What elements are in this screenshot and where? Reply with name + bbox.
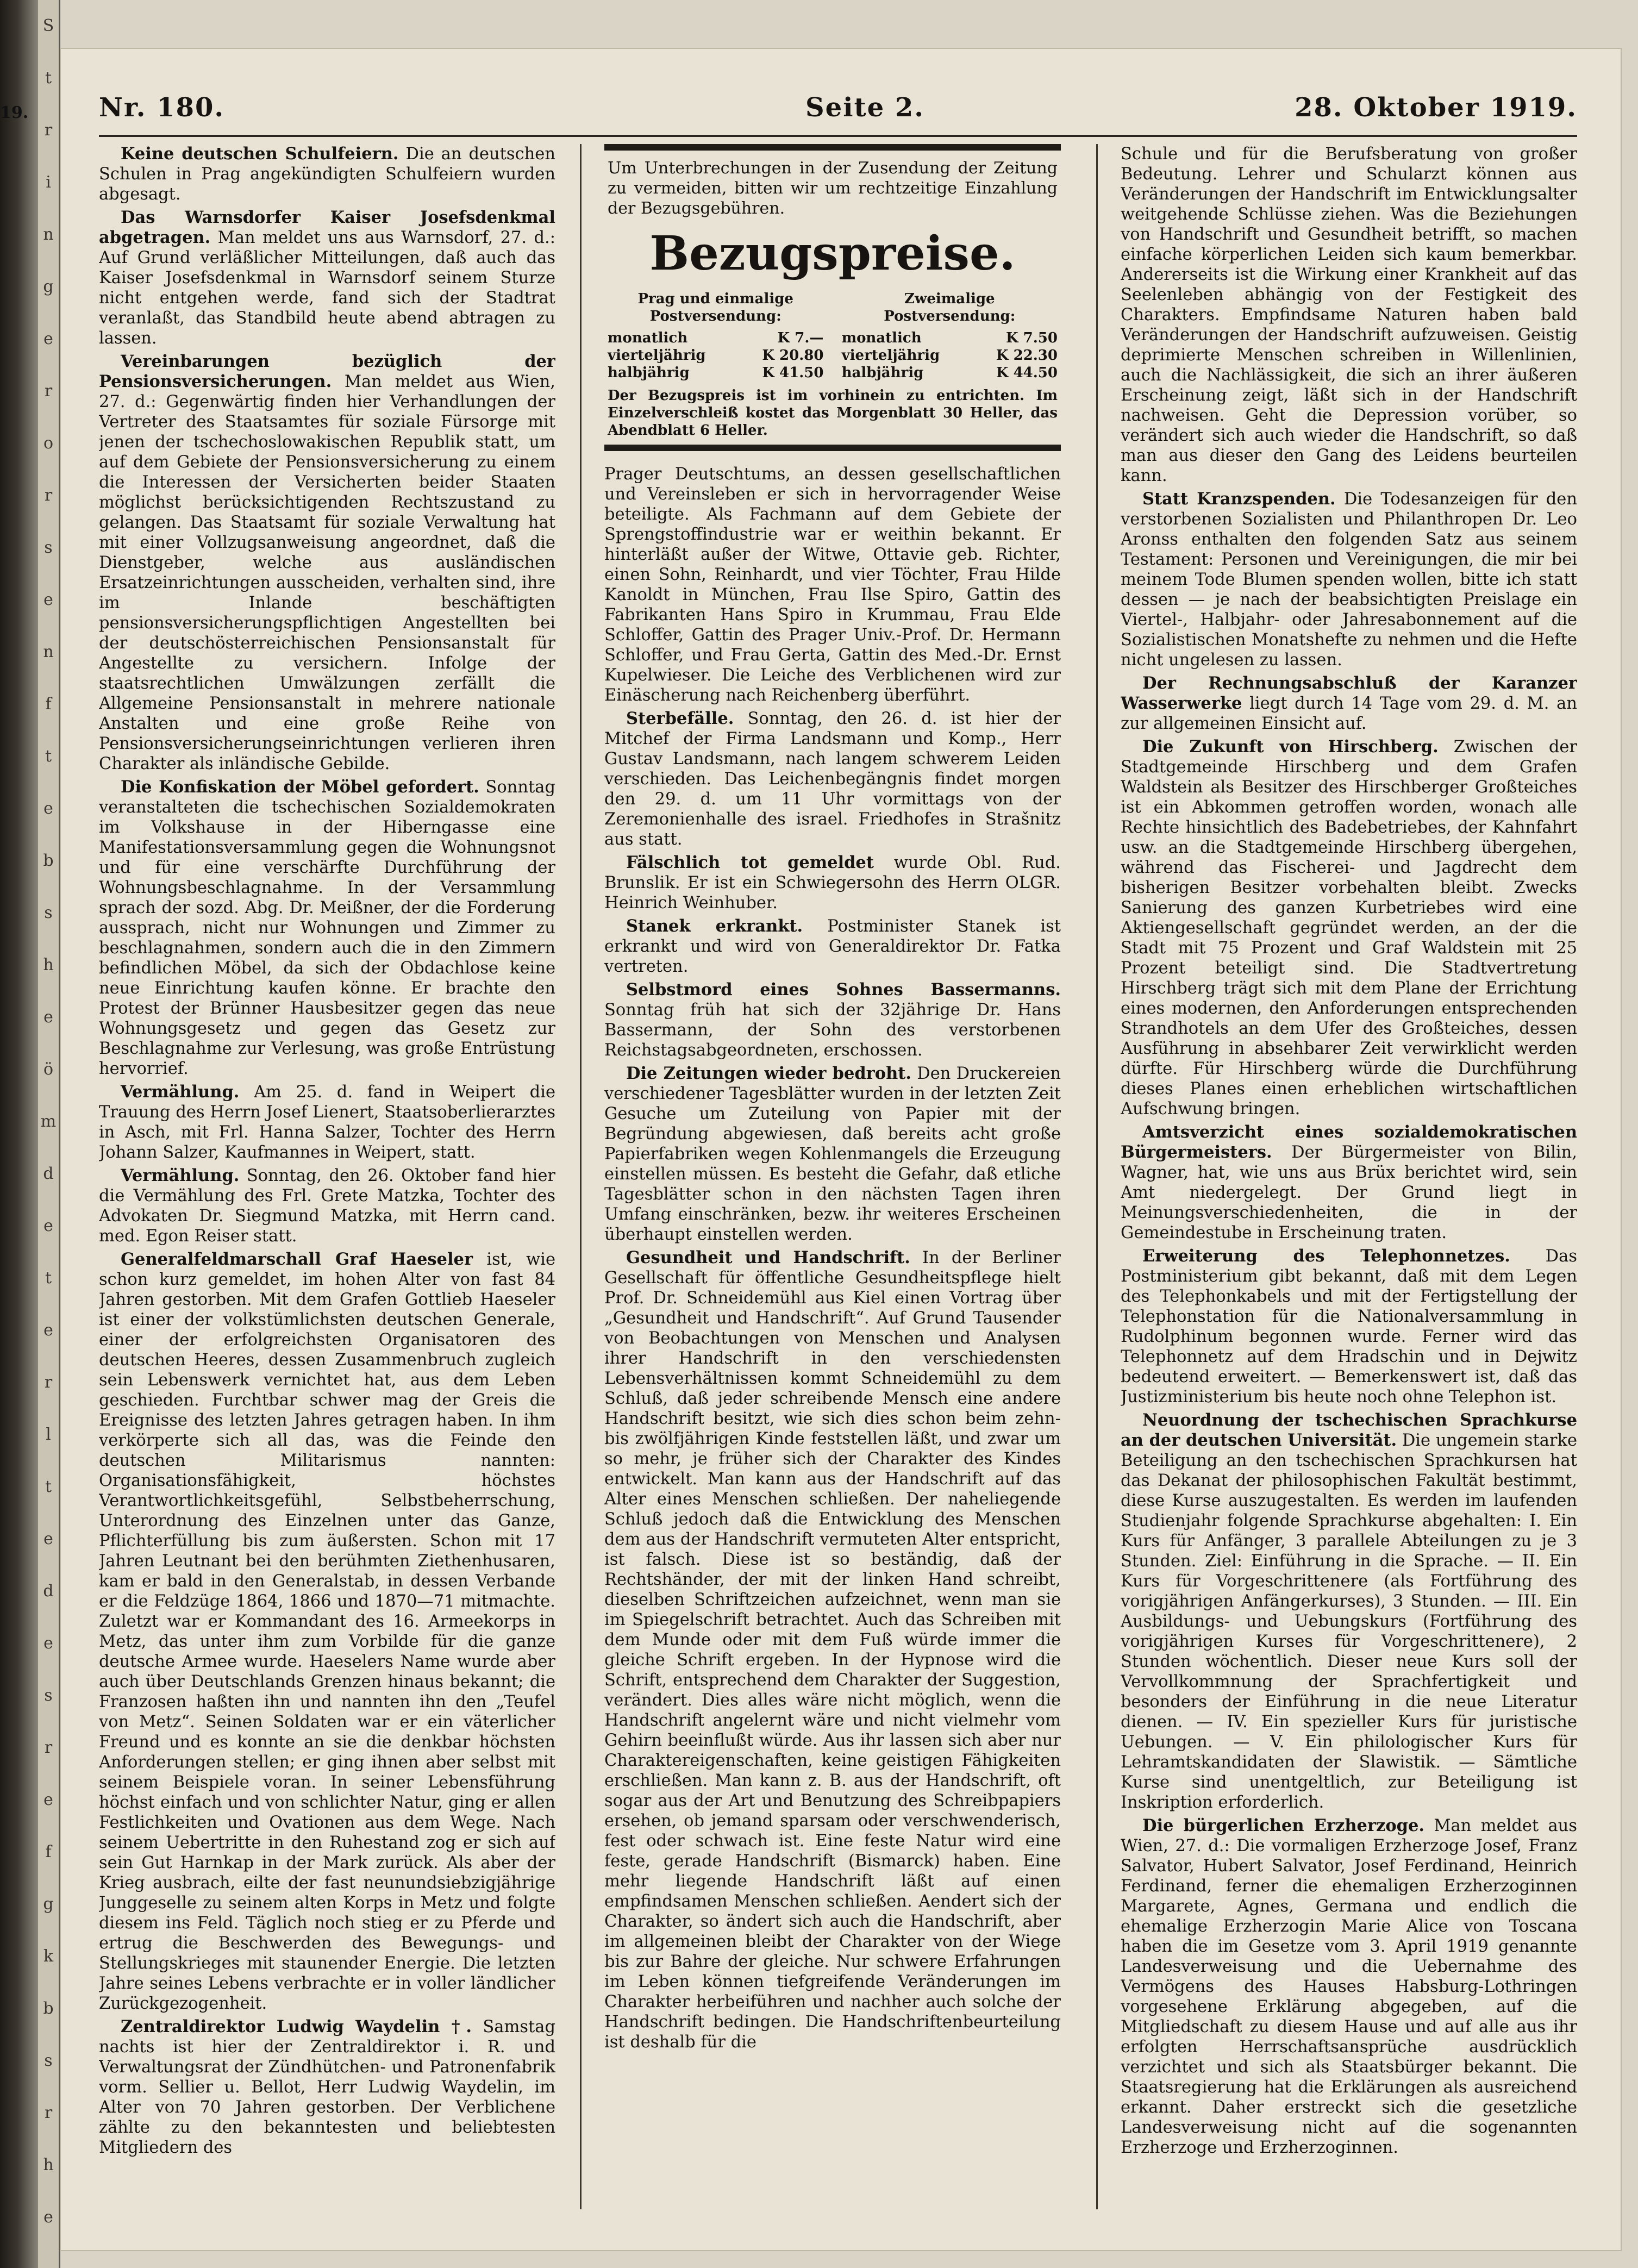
article-paragraph	[1121, 1410, 1577, 1813]
strip-letter: r	[44, 2103, 53, 2122]
article-text: liegt durch 14 Tage vom 29. d. M. an zur allgemeinen Einsicht auf.	[1121, 694, 1577, 733]
article-paragraph	[1121, 1246, 1577, 1407]
strip-letter: t	[45, 747, 52, 766]
strip-letter: ö	[43, 1060, 54, 1079]
strip-letter: g	[43, 277, 54, 296]
article-paragraph	[99, 1249, 555, 2014]
price-period: monatlich	[841, 330, 922, 346]
price-value: K 7.50	[1006, 330, 1058, 346]
strip-letter: e	[43, 1790, 53, 1809]
article-headline: Generalfeldmarschall Graf Haeseler	[121, 1249, 473, 1269]
article-paragraph	[604, 1064, 1061, 1245]
price-table	[608, 290, 1058, 382]
article-paragraph	[99, 208, 555, 348]
article-text: ist, wie schon kurz gemeldet, im hohen Alter von fast 84 Jahren gestorben. Mit dem Grafen Gottlieb Haeseler ist einer der volkstümlichsten deutschen Generale, einer der erfolgreichsten Organisatoren des deutschen Heeres, dessen Zusammenbruch zugleich sein Lebenswerk vernichtet hat, aus dem Leben geschieden. Furchtbar schwer mag der Greis die Ereignisse des letzten Jahres getragen haben. In ihm verkörperte sich all das, was die Feinde den deutschen Militarismus nannten: Organisationsfähigkeit, höchstes Verantwortlichkeitsgefühl, Selbstbeherrschung, Unterordnung des Einzelnen unter das Ganze, Pflichterfüllung bis zum äußersten. Schon mit 17 Jahren Leutnant bei den berühmten Ziethenhusaren, kam er bald in den Generalstab, in dessen Verbande er die Feldzüge 1864, 1866 und 1870—71 mitmachte. Zuletzt war er Kommandant des 16. Armeekorps in Metz, das unter ihm zum Vorbilde für die ganze deutsche Armee wurde. Haeselers Name wurde aber auch über Deutschlands Grenzen hinaus bekannt; die Franzosen haßten ihn und nannten ihn den „Teufel von Metz“. Seinen Soldaten war er ein väterlicher Freund und es konnte an sie die denkbar höchsten Anforderungen stellen; er ging ihnen aber selbst mit seinem Beispiele voran. In seiner Lebensführung höchst einfach und von schlichter Natur, ging er allen Festlichkeiten und Ovationen aus dem Wege. Nach seinem Uebertritte in den Ruhestand zog er sich auf sein Gut Harnkap in der Mark zurück. Als aber der Krieg ausbrach, eilte der fast neunundsiebzigjährige Junggeselle zu seinem alten Korps in Metz und folgte diesem ins Feld. Täglich noch stieg er zu Pferde und ertrug die Beschwerden des Bewegungs- und Stellungskrieges mit staunender Energie. Die letzten Jahre seines Lebens verbrachte er in voller ländlicher Zurückgezogenheit.	[99, 1250, 555, 2013]
price-column-heading: Prag und einmalige Postversendung:	[637, 291, 793, 324]
strip-letter: s	[44, 1686, 53, 1705]
header-rule	[99, 135, 1577, 137]
article-paragraph	[1121, 144, 1577, 486]
price-value: K 7.—	[777, 330, 824, 346]
article-text: Man meldet aus Wien, 27. d.: Die vormaligen Erzherzoge Josef, Franz Salvator, Hubert Salvator, Josef Ferdinand, Heinrich Ferdinand, ferner die ehemaligen Erzherzoginnen Margarete, Agnes, Germana und endlich die ehemalige Erzherzogin Marie Alice von Toscana haben die im Gesetze vom 3. April 1919 genannte Landesverweisung und die Uebernahme des Vermögens des Hauses Habsburg-Lothringen vorgesehene Erklärung abgegeben, auf die Mitgliedschaft zu diesem Hause und auf alle aus ihr erfolgten Herrschaftsansprüche ausdrücklich verzichtet und sich als Staatsbürger bekannt. Die Staatsregierung hat die Erklärungen als ausreichend erkannt. Daher erstreckt sich die gesetzliche Landesverweisung nicht auf die sogenannten Erzherzoge und Erzherzoginnen.	[1121, 1816, 1577, 2157]
strip-letter: b	[43, 851, 54, 870]
strip-letter: i	[46, 173, 51, 192]
strip-letter: f	[45, 1842, 52, 1861]
article-headline: Vermählung.	[121, 1166, 240, 1185]
price-value: K 41.50	[762, 365, 824, 381]
strip-letter: d	[43, 1582, 54, 1601]
subscription-note: Der Bezugspreis ist im vorhinein zu entrichten. Im Einzelverschleiß kostet das Morgenblatt 30 Heller, das Abendblatt 6 Heller.	[608, 388, 1058, 439]
strip-letter: e	[43, 1529, 53, 1548]
strip-letter: e	[43, 1216, 53, 1235]
strip-letter: e	[43, 1634, 53, 1653]
article-text: Man meldet uns aus Warnsdorf, 27. d.: Auf Grund verläßlicher Mitteilungen, daß auch das Kaiser Josefsdenkmal in Warnsdorf seinem Sturze nicht entgehen werde, fand sich der Stadtrat veranlaßt, das Standbild heute abend abtragen zu lassen.	[99, 228, 555, 348]
article-text: In der Berliner Gesellschaft für öffentliche Gesundheitspflege hielt Prof. Dr. Schneidemühl aus Kiel einen Vortrag über „Gesundheit und Handschrift“. Auf Grund Tausender von Beobachtungen von Menschen und Analysen ihrer Handschrift in den verschiedensten Lebensverhältnissen kommt Schneidemühl zu dem Schluß, daß jeder schreibende Mensch eine andere Handschrift besitzt, wie sich dies schon beim zehn- bis zwölfjährigen Kinde feststellen läßt, und zwar um so mehr, je früher sich der Charakter des Kindes entwickelt. Man kann aus der Handschrift auf das Alter eines Menschen schließen. Der naheliegende Schluß jedoch daß die Entwicklung des Menschen dem aus der Handschrift vermuteten Alter entspricht, ist falsch. Diese ist so beständig, daß der Rechtshänder, der mit der linken Hand schreibt, dieselben Schriftzeichen aufzeichnet, wenn man sie im Spiegelschrift betrachtet. Auch das Schreiben mit dem Munde oder mit dem Fuß würde immer die gleiche Schrift ergeben. In der Hypnose wird die Schrift, entsprechend dem Charakter der Suggestion, verändert. Dies alles wäre nicht möglich, wenn die Handschrift angelernt wäre und nicht vielmehr vom Gehirn beeinflußt würde. Aus ihr lassen sich aber nur Charaktereigenschaften, keine geistigen Fähigkeiten erschließen. Man kann z. B. aus der Handschrift, oft sogar aus der Art und Benutzung des Schreibpapiers ersehen, ob jemand sparsam oder verschwenderisch, fest oder schwach ist. Eine feste Natur wird eine feste, gerade Handschrift (Bismarck) haben. Eine mehr liegende Handschrift läßt auf einen empfindsamen Menschen schließen. Aendert sich der Charakter, so ändert sich auch die Handschrift, aber im allgemeinen bleibt der Charakter von der Wiege bis zur Bahre der gleiche. Nur schwere Erfahrungen im Leben können tiefgreifende Veränderungen im Charakter herbeiführen und nachher auch solche der Handschrift bedingen. Die Handschriftenbeurteilung ist deshalb für die	[604, 1248, 1061, 2052]
article-headline: Die Zukunft von Hirschberg.	[1142, 737, 1439, 757]
strip-letter: r	[44, 121, 53, 140]
strip-letter: r	[44, 1373, 53, 1392]
strip-letter: h	[43, 955, 54, 974]
strip-letter: g	[43, 1895, 54, 1914]
article-text: Der Bürgermeister von Bilin, Wagner, hat, wie uns aus Brüx berichtet wird, sein Amt niedergelegt. Der Grund liegt in Meinungsverschiedenheiten, die in der Gemeindestube in Erscheinung traten.	[1121, 1143, 1577, 1242]
issue-date: 28. Oktober 1919.	[1295, 92, 1577, 123]
article-headline: Vermählung.	[121, 1082, 240, 1102]
scan-edge	[0, 0, 38, 2268]
article-text: Prager Deutschtums, an dessen gesellschaftlichen und Vereinsleben er sich in hervorragender Weise beteiligte. Als Fachmann auf dem Gebiete der Sprengstoffindustrie war er weithin bekannt. Er hinterläßt außer der Witwe, Ottavie geb. Richter, einen Sohn, Reinhardt, und vier Töchter, Frau Hilde Kanoldt in München, Frau Ilse Spiro, Gattin des Fabrikanten Hans Spiro in Krummau, Frau Elde Schloffer, Gattin des Prager Univ.-Prof. Dr. Hermann Schloffer, und Frau Gerta, Gattin des Med.-Dr. Ernst Kupelwieser. Die Leiche des Verblichenen wird zur Einäscherung nach Reichenberg überführt.	[604, 465, 1061, 705]
article-headline: Sterbefälle.	[626, 709, 734, 728]
price-column-heading: Zweimalige Postversendung:	[884, 291, 1016, 324]
adjacent-page-strip	[38, 0, 60, 2268]
article-paragraph	[604, 980, 1061, 1060]
price-row	[842, 347, 1058, 364]
article-text: Zwischen der Stadtgemeinde Hirschberg und dem Grafen Waldstein als Besitzer des Hirschberger Großteiches ist ein Abkommen getroffen worden, wonach alle Rechte hinsichtlich des Badebetriebes, der Kahnfahrt usw. an die Stadtgemeinde Hirschberg übergehen, während das Fischerei- und Jagdrecht dem bisherigen Besitzer vorbehalten bleibt. Zwecks Sanierung des ganzen Kurbetriebes wird eine Aktiengesellschaft gegründet werden, an der die Stadt mit 75 Prozent und Graf Waldstein mit 25 Prozent beteiligt sind. Die Stadtvertretung Hirschberg trägt sich mit dem Plane der Errichtung eines modernen, den Anforderungen entsprechenden Strandhotels an dem Ufer des Großteiches, dessen Ausführung in absehbarer Zeit verwirklicht werden dürfte. Für Hirschberg würde die Durchführung dieses Planes einen erheblichen wirtschaftlichen Aufschwung bringen.	[1121, 738, 1577, 1119]
column-rule	[1096, 144, 1098, 2209]
strip-letter: e	[43, 2208, 53, 2227]
subscription-box	[604, 144, 1061, 451]
strip-letter: h	[43, 2155, 54, 2175]
price-column-local	[608, 290, 823, 382]
subscription-intro: Um Unterbrechungen in der Zusendung der Zeitung zu vermeiden, bitten wir um rechtzeitige Einzahlung der Bezugsgebühren.	[608, 159, 1058, 218]
page-header	[99, 87, 1577, 136]
strip-letter: S	[42, 16, 54, 35]
article-headline: Gesundheit und Handschrift.	[626, 1248, 910, 1267]
article-paragraph	[1121, 489, 1577, 670]
column-1	[99, 144, 555, 2209]
article-text: Sonntag veranstalteten die tschechischen Sozialdemokraten im Volkshause in der Hiberngasse eine Manifestationsversammlung gegen die Wohnungsnot und für eine verschärfte Durchführung der Wohnungsbeschlagnahme. In der Versammlung sprach der sozd. Abg. Dr. Meißner, der die Forderung aussprach, nicht nur Wohnungen und Zimmer zu beschlagnahmen, sondern auch die in den Zimmern befindlichen Möbel, da sich der Obdachlose keine neue Einrichtung kaufen könne. Er brachte den Protest der Brünner Hausbesitzer gegen das neue Wohnungsgesetz und gegen das Gesetz zur Beschlagnahme zur Verlesung, was große Entrüstung hervorrief.	[99, 778, 555, 1078]
newspaper-page	[61, 49, 1621, 2250]
strip-letter: l	[46, 1425, 51, 1444]
article-headline: Statt Kranzspenden.	[1142, 489, 1336, 509]
subscription-title: Bezugspreise.	[649, 226, 1016, 281]
price-row	[608, 347, 823, 364]
article-paragraph	[1121, 1816, 1577, 2158]
article-text: Sonntag, den 26. Oktober fand hier die Vermählung des Frl. Grete Matzka, Tochter des Advokaten Dr. Siegmund Matzka, mit Herrn cand. med. Egon Reiser statt.	[99, 1166, 555, 1246]
price-period: vierteljährig	[608, 347, 706, 364]
price-row	[608, 364, 823, 382]
strip-letter: n	[43, 225, 54, 244]
article-headline: Die bürgerlichen Erzherzoge.	[1142, 1816, 1425, 1835]
column-rule	[580, 144, 582, 2209]
price-column-post	[842, 290, 1058, 382]
strip-letter: e	[43, 1321, 53, 1340]
strip-letter: t	[45, 1269, 52, 1288]
article-text: Die ungemein starke Beteiligung an den tschechischen Sprachkursen hat das Dekanat der philosophischen Fakultät bestimmt, diese Kurse auszugestalten. Es werden im laufenden Studienjahr folgende Sprachkurse abgehalten: I. Ein Kurs für Anfänger, 3 parallele Abteilungen zu je 3 Stunden. Ziel: Einführung in die Sprache. — II. Ein Kurs für Vorgeschrittenere (als Fortführung des vorigjährigen Anfängerkurses), 3 Stunden. — III. Ein Ausbildungs- und Uebungskurs (Fortführung des vorigjährigen Kurses für Vorgeschrittenere), 2 Stunden wöchentlich. Dieser neue Kurs soll der Vervollkommnung der Sprachfertigkeit und besonders der Einführung in die neue Literatur dienen. — IV. Ein spezieller Kurs für juristische Uebungen. — V. Ein philologischer Kurs für Lehramtskandidaten der Slawistik. — Sämtliche Kurse sind unentgeltlich, zur Beteiligung ist Inskription erforderlich.	[1121, 1431, 1577, 1812]
price-value: K 44.50	[996, 365, 1058, 381]
article-text: Samstag nachts ist hier der Zentraldirektor i. R. und Verwaltungsrat der Zündhütchen- und Patronenfabrik vorm. Sellier u. Bellot, Herr Ludwig Waydelin, im Alter von 70 Jahren gestorben. Der Verblichene zählte zu den bekanntesten und beliebtesten Mitgliedern des	[99, 2017, 555, 2157]
price-rows	[842, 329, 1058, 382]
column-2-articles	[604, 464, 1061, 2052]
article-text: Am 25. d. fand in Weipert die Trauung des Herrn Josef Lienert, Staatsoberlierarztes in Asch, mit Frl. Hanna Salzer, Tochter des Herrn Johann Salzer, Kaufmannes in Weipert, statt.	[99, 1083, 555, 1162]
article-text: Schule und für die Berufsberatung von großer Bedeutung. Lehrer und Schularzt können aus Veränderungen der Handschrift im Entwicklungsalter weitgehende Schlüsse ziehen. Was die Beziehungen von Handschrift und Gesundheit betrifft, so machen einfache körperlichen Leiden sich kaum bemerkbar. Andererseits ist die Wirkung einer Krankheit auf das Seelenleben abhängig von der Festigkeit des Charakters. Empfindsame Naturen haben bald Veränderungen der Handschrift aufzuweisen. Geistig deprimierte Menschen schreiben in Willenlinien, auch die Nachlässigkeit, die sich an ihrer äußeren Erscheinung zeigt, läßt sich in der Handschrift nachweisen. Geht die Depression vorüber, so verändert sich auch wieder die Handschrift, so daß man aus dieser den Gang des Leidens beurteilen kann.	[1121, 145, 1577, 485]
article-text: Sonntag früh hat sich der 32jährige Dr. Hans Bassermann, der Sohn des verstorbenen Reichstagsabgeordneten, erschossen.	[604, 1001, 1061, 1060]
article-paragraph	[604, 464, 1061, 705]
article-headline: Die Zeitungen wieder bedroht.	[626, 1064, 911, 1083]
price-period: vierteljährig	[841, 347, 940, 364]
price-row	[842, 364, 1058, 382]
article-text: Sonntag, den 26. d. ist hier der Mitchef der Firma Landsmann und Komp., Herr Gustav Landsmann, nach langem schwerem Leiden verschieden. Das Leichenbegängnis findet morgen den 29. d. um 11 Uhr vormittags von der Zeremonienhalle des israel. Friedhofes in Strašnitz aus statt.	[604, 709, 1061, 849]
strip-letter: s	[44, 538, 53, 557]
article-headline: Amtsverzicht eines sozialdemokratischen Bürgermeisters.	[1121, 1122, 1577, 1162]
article-paragraph	[604, 853, 1061, 913]
article-paragraph	[604, 1248, 1061, 2052]
price-rows	[608, 329, 823, 382]
article-paragraph	[99, 2017, 555, 2158]
article-headline: Die Konfiskation der Möbel gefordert.	[121, 777, 479, 797]
issue-number: Nr. 180.	[99, 92, 225, 123]
article-paragraph	[99, 352, 555, 774]
article-paragraph	[99, 144, 555, 204]
article-headline: Zentraldirektor Ludwig Waydelin †.	[121, 2017, 472, 2036]
page-number: Seite 2.	[805, 92, 924, 123]
price-period: monatlich	[608, 330, 688, 346]
strip-letter: k	[43, 1947, 54, 1966]
strip-letter: r	[44, 382, 53, 401]
article-paragraph	[99, 777, 555, 1079]
article-headline: Keine deutschen Schulfeiern.	[121, 144, 399, 164]
strip-letter: r	[44, 1738, 53, 1757]
article-text: Die Todesanzeigen für den verstorbenen Sozialisten und Philanthropen Dr. Leo Aronss enthalten den folgenden Satz aus seinem Testament: Personen und Vereinigungen, die mir bei meinem Tode Blumen spenden wollen, bitte ich statt dessen — je nach der beabsichtigten Preislage ein Viertel-, Halbjahr- oder Jahresabonnement auf die Sozialistischen Monatshefte zu nehmen und die Hefte nicht ungelesen zu lassen.	[1121, 490, 1577, 670]
strip-letter: t	[45, 68, 52, 88]
price-value: K 20.80	[762, 347, 824, 364]
article-paragraph	[1121, 673, 1577, 734]
article-headline: Das Warnsdorfer Kaiser Josefsdenkmal abgetragen.	[99, 208, 555, 247]
article-paragraph	[1121, 737, 1577, 1119]
article-paragraph	[99, 1082, 555, 1163]
article-headline: Fälschlich tot gemeldet	[626, 853, 874, 872]
article-headline: Erweiterung des Telephonnetzes.	[1142, 1246, 1510, 1266]
price-period: halbjährig	[841, 365, 924, 381]
article-text: wurde Obl. Rud. Brunslik. Er ist ein Schwiegersohn des Herrn OLGR. Heinrich Weinhuber.	[604, 853, 1061, 913]
edge-page-number: 19.	[0, 103, 29, 122]
price-value: K 22.30	[996, 347, 1058, 364]
strip-letter: e	[43, 799, 53, 818]
article-headline: Vereinbarungen bezüglich der Pensionsversicherungen.	[99, 352, 555, 391]
strip-letter: r	[44, 486, 53, 505]
strip-letter: s	[44, 2051, 53, 2070]
article-text: Postminister Stanek ist erkrankt und wird von Generaldirektor Dr. Fatka vertreten.	[604, 917, 1061, 976]
article-paragraph	[604, 916, 1061, 977]
article-headline: Neuordnung der tschechischen Sprachkurse an der deutschen Universität.	[1121, 1410, 1577, 1450]
strip-letter: e	[43, 1008, 53, 1027]
strip-letter: d	[43, 1164, 54, 1183]
strip-letter: o	[43, 434, 54, 453]
strip-letter: s	[44, 903, 53, 922]
column-3	[1121, 144, 1577, 2209]
strip-letter: b	[43, 1999, 54, 2018]
article-text: Den Druckereien verschiedener Tagesblätter wurden in der letzten Zeit Gesuche um Zuteilung von Papier mit der Begründung abgewiesen, daß bereits acht große Papierfabriken wegen Kohlenmangels die Erzeugung einstellen müssen. Es besteht die Gefahr, daß etliche Tagesblätter schon in den nächsten Tagen ihren Umfang einschränken, bezw. ihr weiteres Erscheinen überhaupt einstellen werden.	[604, 1064, 1061, 1244]
article-headline: Der Rechnungsabschluß der Karanzer Wasserwerke	[1121, 673, 1577, 713]
article-paragraph	[99, 1166, 555, 1246]
strip-letter: e	[43, 590, 53, 609]
article-headline: Selbstmord eines Sohnes Bassermanns.	[626, 980, 1061, 999]
article-text: Man meldet aus Wien, 27. d.: Gegenwärtig finden hier Verhandlungen der Vertreter des Staatsamtes für soziale Fürsorge mit jenen der tschechoslowakischen Republik statt, um auf dem Gebiete der Pensionsversicherung zu einem die Interessen der Versicherten beider Staaten möglichst berücksichtigenden Rechtszustand zu gelangen. Das Staatsamt für soziale Verwaltung hat mit einer Vollzugsanweisung angeordnet, daß die Dienstgeber, welche aus ausländischen Ersatzeinrichtungen ausscheiden, verhalten sind, ihre im Inlande beschäftigten pensionsversicherungspflichtigen Angestellten bei der deutschösterreichischen Pensionsanstalt für Angestellte zu versichern. Infolge der staatsrechtlichen Umwälzungen zerfällt die Allgemeine Pensionsanstalt in mehrere nationale Anstalten und eine große Reihe von Pensionsversicherungseinrichtungen verlieren ihren Charakter als inländische Gebilde.	[99, 372, 555, 773]
price-period: halbjährig	[608, 365, 690, 381]
strip-letter: n	[43, 642, 54, 661]
column-2	[604, 144, 1061, 2209]
strip-letter: t	[45, 1477, 52, 1496]
strip-letter: m	[40, 1112, 57, 1131]
article-paragraph	[604, 709, 1061, 849]
strip-letter: f	[45, 695, 52, 714]
strip-letter: e	[43, 329, 53, 348]
price-row	[608, 329, 823, 347]
article-paragraph	[1121, 1122, 1577, 1243]
article-text: Die an deutschen Schulen in Prag angekündigten Schulfeiern wurden abgesagt.	[99, 145, 555, 204]
price-row	[842, 329, 1058, 347]
article-headline: Stanek erkrankt.	[626, 916, 803, 936]
article-text: Das Postministerium gibt bekannt, daß mit dem Legen des Telephonkabels und mit der Fertigstellung der Telephonstation für die Nationalversammlung in Rudolphinum begonnen wurde. Ferner wird das Telephonnetz auf dem Hradschin und in Dejwitz bedeutend erweitert. — Bemerkenswert ist, daß das Justizministerium bis heute noch ohne Telephon ist.	[1121, 1247, 1577, 1407]
